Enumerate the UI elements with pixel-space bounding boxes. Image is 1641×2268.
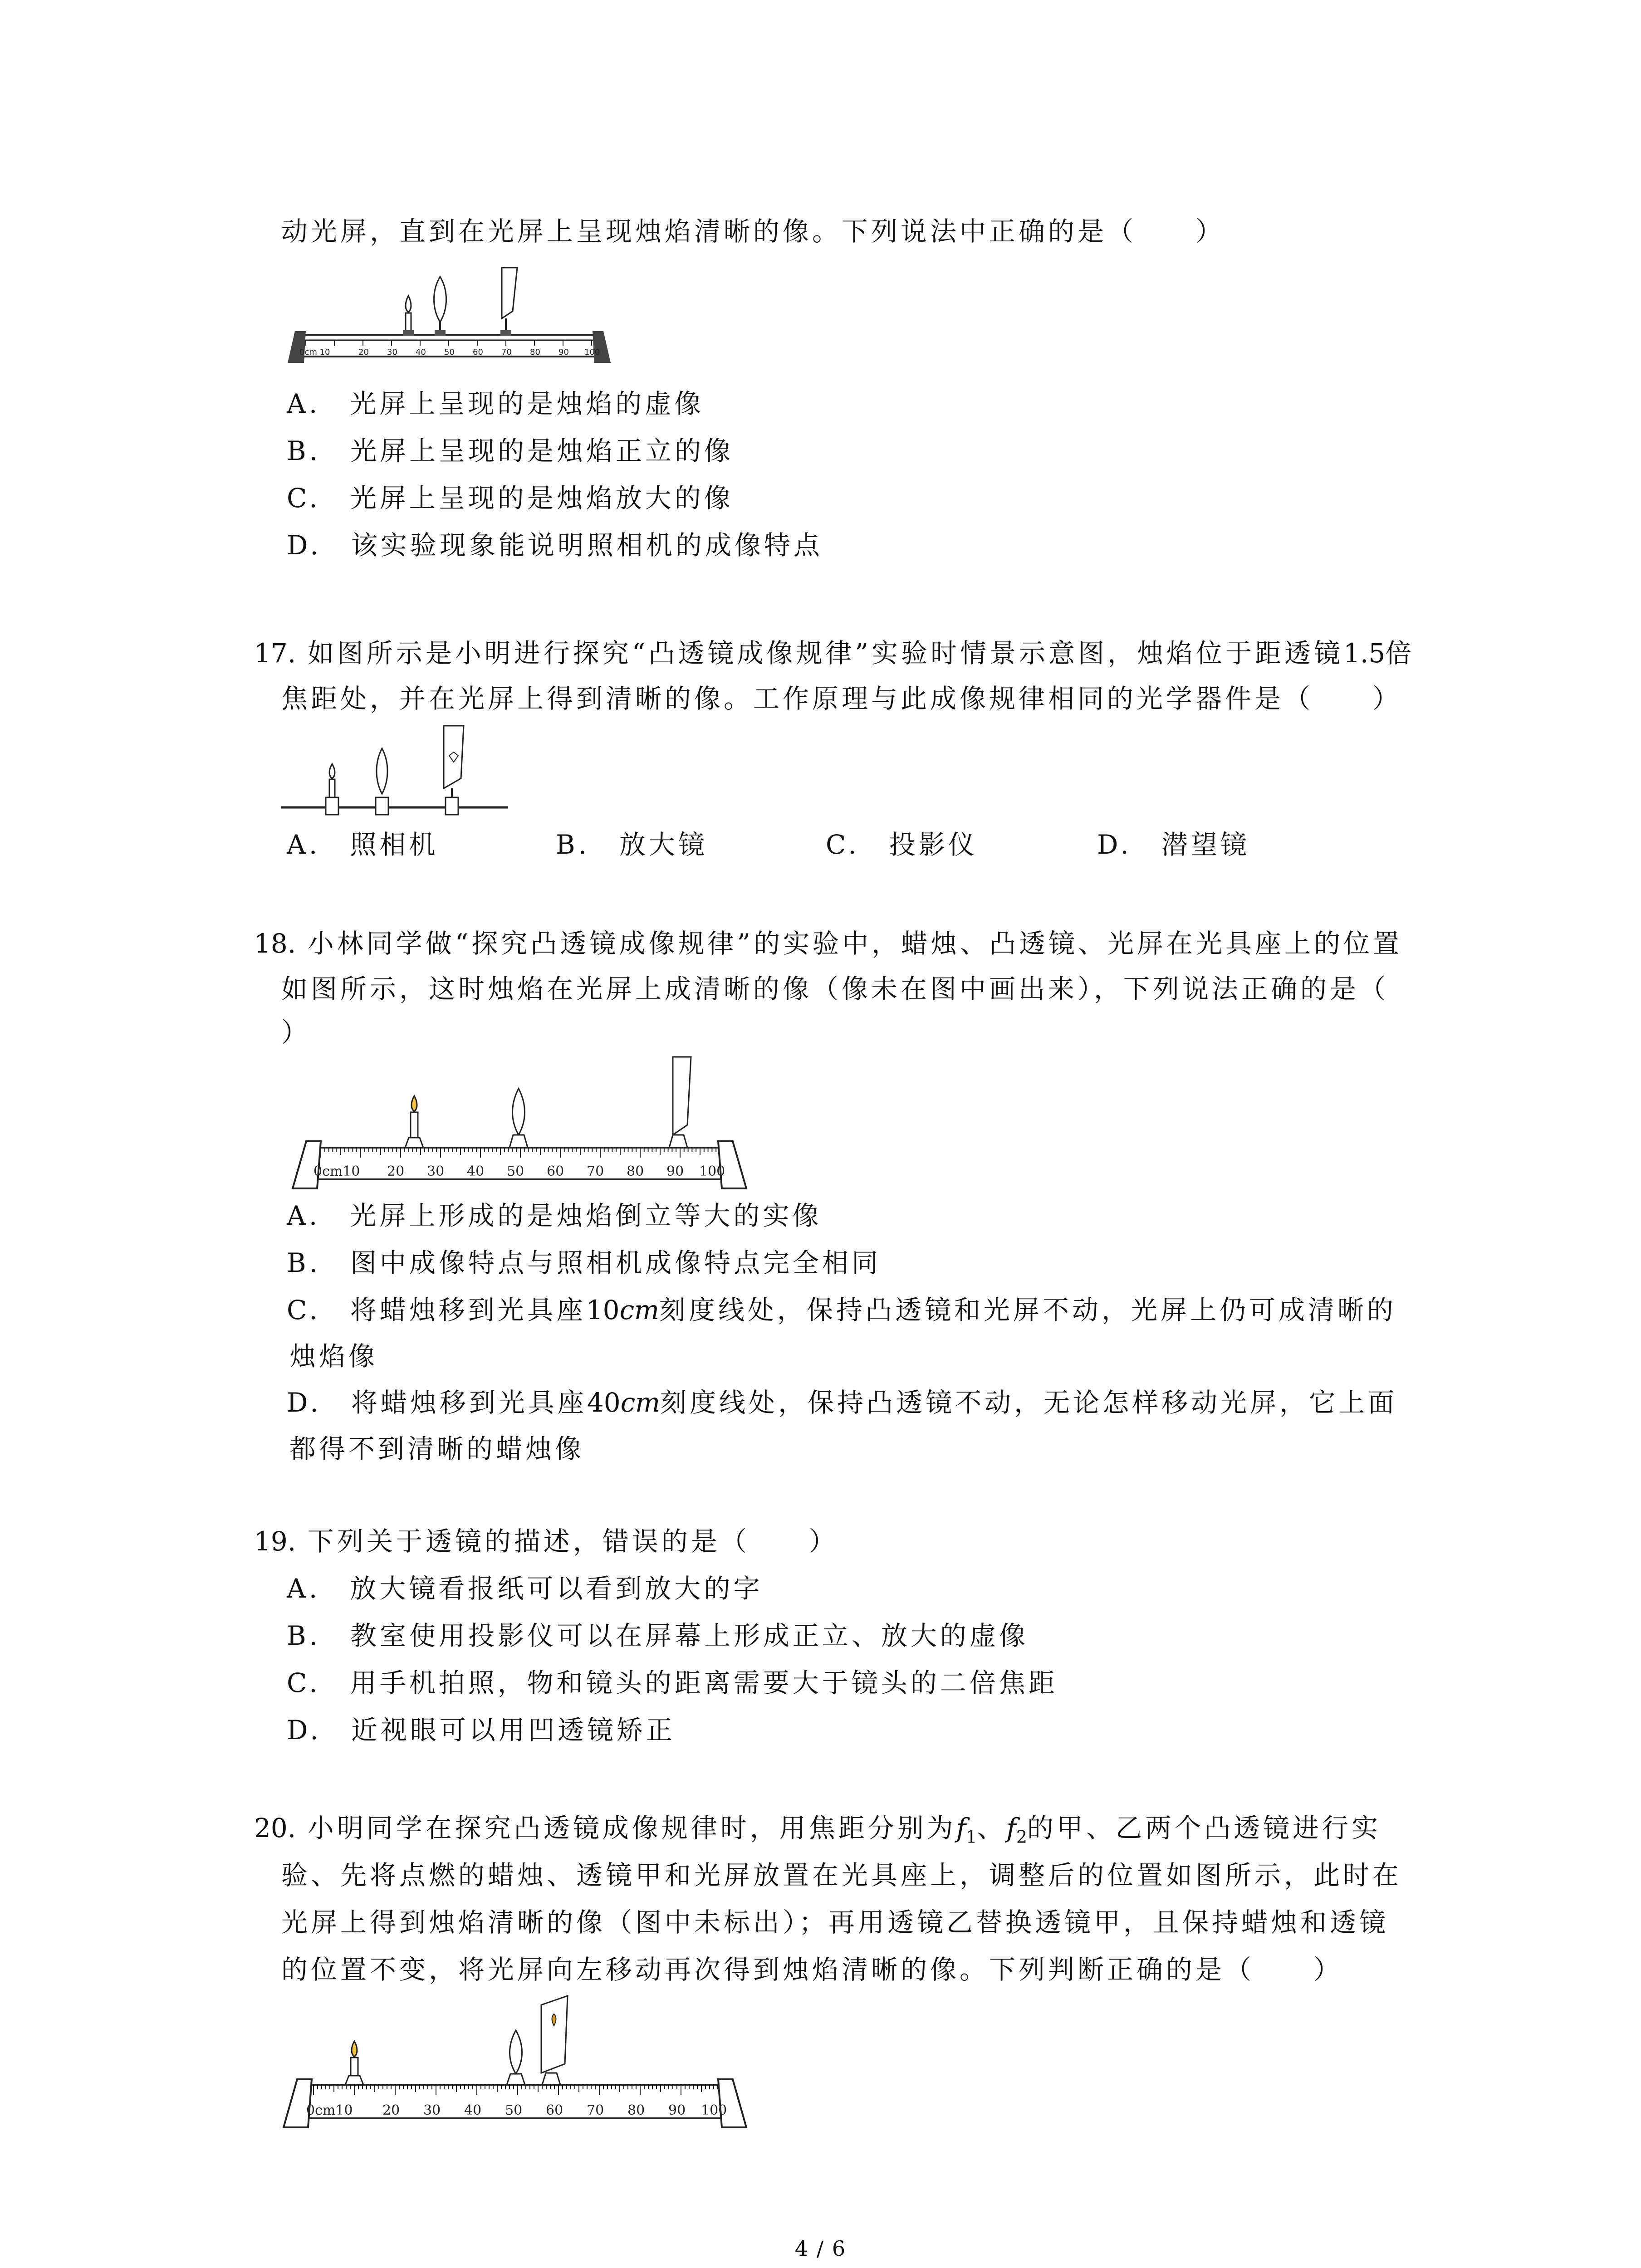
- screen-icon: [444, 726, 464, 815]
- ruler-label: 60: [546, 2102, 563, 2118]
- q18-optical-bench-figure: [288, 1057, 751, 1193]
- ruler-label: 100: [699, 1163, 725, 1179]
- ruler-label: 50: [505, 2102, 523, 2118]
- q17-line-1: 17. 如图所示是小明进行探究“凸透镜成像规律”实验时情景示意图，烛焰位于距透镜1.5倍: [254, 638, 1415, 669]
- ruler-label: 90: [666, 1163, 684, 1179]
- q19-option-a: A. 放大镜看报纸可以看到放大的字: [287, 1573, 763, 1604]
- convex-lens-icon: [376, 748, 388, 815]
- q17-line-2: 焦距处，并在光屏上得到清晰的像。工作原理与此成像规律相同的光学器件是（ ）: [281, 683, 1402, 714]
- question-number: 20.: [254, 1813, 296, 1843]
- q18-option-c-line-1: C. 将蜡烛移到光具座10cm刻度线处，保持凸透镜和光屏不动，光屏上仍可成清晰的: [287, 1295, 1397, 1325]
- q17-option-d: D. 潜望镜: [1097, 829, 1250, 860]
- page-number: 4 / 6: [794, 2236, 847, 2261]
- screen-icon: [669, 1057, 691, 1148]
- q16-option-d: D. 该实验现象能说明照相机的成像特点: [287, 530, 823, 561]
- ruler-label: 80: [530, 347, 540, 357]
- q18-option-a: A. 光屏上形成的是烛焰倒立等大的实像: [287, 1200, 822, 1231]
- ruler-label: 80: [627, 1163, 644, 1179]
- q16-option-c: C. 光屏上呈现的是烛焰放大的像: [287, 483, 734, 513]
- ruler-label: 100: [701, 2102, 727, 2118]
- q17-optical-bench-figure: [281, 726, 517, 816]
- q20-line-4: 的位置不变，将光屏向左移动再次得到烛焰清晰的像。下列判断正确的是（ ）: [281, 1954, 1343, 1985]
- q18-line-2: 如图所示，这时烛焰在光屏上成清晰的像（像未在图中画出来），下列说法正确的是（: [281, 973, 1389, 1004]
- ruler-label: 40: [416, 347, 426, 357]
- ruler-label: 30: [423, 2102, 441, 2118]
- ruler-label: 50: [507, 1163, 524, 1179]
- q18-option-c-line-2: 烛焰像: [289, 1341, 378, 1372]
- q18-option-b: B. 图中成像特点与照相机成像特点完全相同: [287, 1247, 882, 1278]
- focal-length-f1: $f_1$: [956, 1813, 977, 1847]
- ruler-label: 0cm10: [306, 2102, 353, 2118]
- q20-line-2: 验、先将点燃的蜡烛、透镜甲和光屏放置在光具座上，调整后的位置如图所示，此时在: [281, 1860, 1402, 1891]
- ruler-label: 70: [501, 347, 512, 357]
- focal-length-f2: $f_2$: [1006, 1813, 1028, 1847]
- q19-option-b: B. 教室使用投影仪可以在屏幕上形成正立、放大的虚像: [287, 1620, 1029, 1651]
- ruler-label: 70: [587, 2102, 604, 2118]
- q17-option-a: A. 照相机: [287, 829, 439, 860]
- ruler-label: 0cm 10: [299, 347, 330, 357]
- convex-lens-icon: [509, 1089, 528, 1148]
- ruler-label: 60: [547, 1163, 564, 1179]
- ruler-label: 20: [358, 347, 369, 357]
- q16-optical-bench-figure: [286, 268, 612, 381]
- ruler-label: 20: [382, 2102, 400, 2118]
- q16-continuation: 动光屏，直到在光屏上呈现烛焰清晰的像。下列说法中正确的是（ ）: [281, 216, 1225, 247]
- ruler-label: 80: [627, 2102, 645, 2118]
- convex-lens-icon: [434, 277, 446, 336]
- q18-line-3: ）: [281, 1017, 311, 1048]
- q16-option-a: A. 光屏上呈现的是烛焰的虚像: [287, 388, 704, 419]
- ruler-label: 40: [464, 2102, 482, 2118]
- q20-line-1: 20. 小明同学在探究凸透镜成像规律时，用焦距分别为$f_1$、$f_2$的甲、乙两个凸透镜进行实: [254, 1813, 1381, 1847]
- screen-icon: [500, 268, 517, 336]
- question-number: 17.: [254, 638, 296, 669]
- ruler-label: 90: [668, 2102, 686, 2118]
- q20-line-3: 光屏上得到烛焰清晰的像（图中未标出）；再用透镜乙替换透镜甲，且保持蜡烛和透镜: [281, 1907, 1389, 1938]
- q17-option-b: B. 放大镜: [556, 829, 708, 860]
- ruler-label: 70: [587, 1163, 604, 1179]
- candle-icon: [403, 296, 414, 336]
- candle-icon: [345, 2041, 363, 2085]
- convex-lens-icon: [507, 2030, 525, 2085]
- q18-option-d-line-1: D. 将蜡烛移到光具座40cm刻度线处，保持凸透镜不动，无论怎样移动光屏，它上面: [287, 1387, 1398, 1418]
- ruler-label: 30: [427, 1163, 445, 1179]
- ruler-label: 60: [473, 347, 483, 357]
- ruler-label: 40: [467, 1163, 485, 1179]
- candle-icon: [326, 764, 338, 815]
- ruler-label: 100: [584, 347, 600, 357]
- q20-optical-bench-figure: [279, 1996, 760, 2136]
- q19-option-c: C. 用手机拍照，物和镜头的距离需要大于镜头的二倍焦距: [287, 1667, 1058, 1698]
- candle-icon: [405, 1096, 423, 1148]
- question-number: 18.: [254, 928, 296, 959]
- q18-option-d-line-2: 都得不到清晰的蜡烛像: [289, 1433, 585, 1464]
- ruler-label: 50: [444, 347, 455, 357]
- question-number: 19.: [254, 1526, 296, 1557]
- ruler-label: 30: [387, 347, 397, 357]
- q18-line-1: 18. 小林同学做“探究凸透镜成像规律”的实验中，蜡烛、凸透镜、光屏在光具座上的位置: [254, 928, 1402, 959]
- q16-option-b: B. 光屏上呈现的是烛焰正立的像: [287, 435, 734, 466]
- q19-line-1: 19. 下列关于透镜的描述，错误的是（ ）: [254, 1526, 838, 1557]
- q19-option-d: D. 近视眼可以用凹透镜矫正: [287, 1715, 676, 1745]
- q17-option-c: C. 投影仪: [826, 829, 978, 860]
- ruler-label: 0cm10: [314, 1163, 360, 1179]
- screen-icon: [541, 1996, 568, 2085]
- ruler-label: 90: [558, 347, 569, 357]
- ruler-label: 20: [387, 1163, 405, 1179]
